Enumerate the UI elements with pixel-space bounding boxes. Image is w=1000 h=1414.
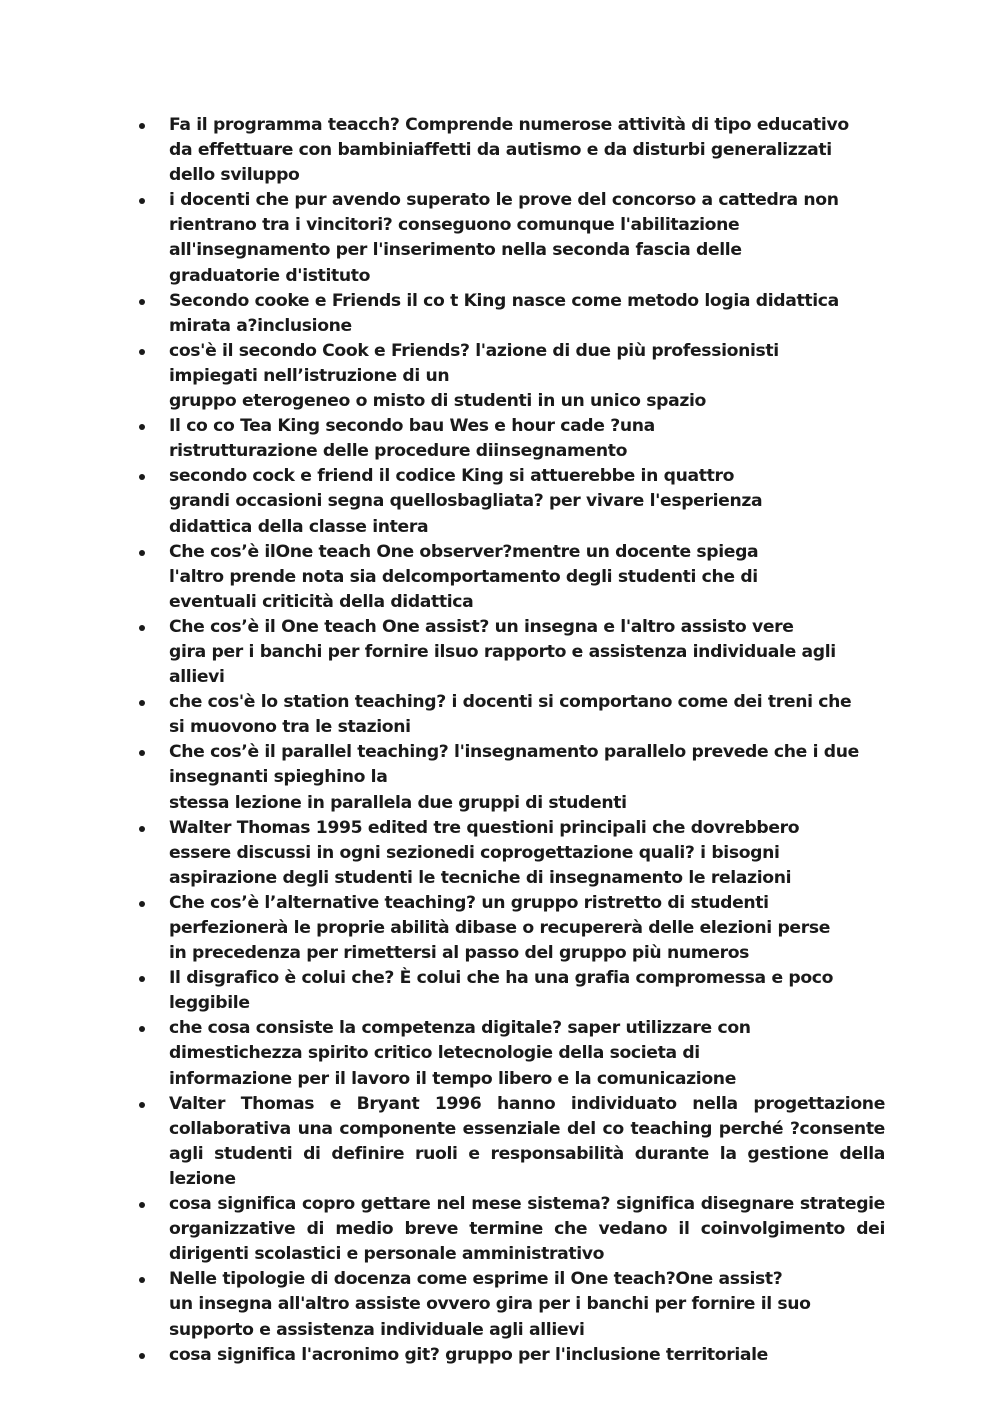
bullet-dot-icon bbox=[139, 700, 145, 706]
list-item-line: eventuali criticità della didattica bbox=[169, 591, 474, 612]
bullet-dot-icon bbox=[139, 826, 145, 832]
list-item-line: i docenti che pur avendo superato le prove del concorso a cattedra non bbox=[169, 190, 839, 211]
bullet-dot-icon bbox=[139, 198, 145, 204]
list-item bbox=[0, 891, 885, 966]
list-item-line: perfezionerà le proprie abilità dibase o recupererà delle elezioni perse bbox=[169, 918, 831, 938]
list-item-text: cosa significa copro gettare nel mese sistema? significa disegnare strategie organizzative di medio breve termine che vedano il coinvolgimento dei dirigenti scolastici e personale amministrativo bbox=[169, 1194, 885, 1265]
bullet-dot-icon bbox=[139, 1026, 145, 1032]
bullet-dot-icon bbox=[139, 901, 145, 907]
bullet-dot-icon bbox=[139, 1102, 145, 1108]
list-item-line: gruppo eterogeneo o misto di studenti in un unico spazio bbox=[169, 391, 706, 412]
list-item bbox=[0, 188, 885, 288]
list-item bbox=[0, 1092, 885, 1192]
list-item-line: aspirazione degli studenti le tecniche di insegnamento le relazioni bbox=[169, 867, 792, 888]
bullet-dot-icon bbox=[139, 299, 145, 305]
list-item bbox=[0, 540, 885, 615]
list-item-line: Walter Thomas 1995 edited tre questioni principali che dovrebbero bbox=[169, 817, 800, 838]
list-item-line: secondo cock e friend il codice King si attuerebbe in quattro bbox=[169, 466, 735, 487]
bullet-dot-icon bbox=[139, 424, 145, 430]
list-item-line: dimestichezza spirito critico letecnologie della societa di bbox=[169, 1043, 700, 1064]
bullet-dot-icon bbox=[139, 750, 145, 756]
list-item-line: da effettuare con bambiniaffetti da autismo e da disturbi generalizzati bbox=[169, 140, 832, 161]
list-item bbox=[0, 339, 885, 414]
list-item bbox=[0, 966, 885, 1016]
bullet-dot-icon bbox=[139, 474, 145, 480]
list-item bbox=[0, 1016, 885, 1091]
bullet-dot-icon bbox=[139, 1277, 145, 1283]
list-item bbox=[0, 1267, 885, 1342]
list-item-line: Secondo cooke e Friends il co t King nasce come metodo logia didattica bbox=[169, 290, 839, 311]
list-item-line: leggibile bbox=[169, 993, 250, 1014]
bullet-dot-icon bbox=[139, 349, 145, 355]
list-item-line: impiegati nell’istruzione di un bbox=[169, 365, 450, 386]
list-item-line: Che cos’è il One teach One assist? un insegna e l'altro assisto vere bbox=[169, 616, 794, 637]
list-item-line: Che cos’è il parallel teaching? l'insegnamento parallelo prevede che i due bbox=[169, 742, 859, 763]
list-item-line: un insegna all'altro assiste ovvero gira per i banchi per fornire il suo bbox=[169, 1294, 811, 1315]
list-item-line: Che cos’è ilOne teach One observer?mentre un docente spiega bbox=[169, 541, 759, 562]
list-item-line: mirata a?inclusione bbox=[169, 315, 352, 336]
bullet-dot-icon bbox=[139, 550, 145, 556]
list-item-line: Fa il programma teacch? Comprende numerose attività di tipo educativo bbox=[169, 115, 849, 135]
list-item-line: Il disgrafico è colui che? È colui che ha una grafia compromessa e poco bbox=[169, 968, 834, 989]
list-item bbox=[0, 740, 885, 815]
list-item-line: Nelle tipologie di docenza come esprime il One teach?One assist? bbox=[169, 1269, 783, 1290]
list-item bbox=[0, 414, 885, 464]
list-item bbox=[0, 615, 885, 690]
list-item-line: che cos'è lo station teaching? i docenti si comportano come dei treni che bbox=[169, 692, 852, 713]
list-item-line: grandi occasioni segna quellosbagliata? per vivare l'esperienza bbox=[169, 491, 763, 512]
list-item-line: gira per i banchi per fornire ilsuo rapporto e assistenza individuale agli bbox=[169, 641, 836, 662]
list-item-line: si muovono tra le stazioni bbox=[169, 717, 411, 738]
bullet-dot-icon bbox=[139, 625, 145, 631]
list-item bbox=[0, 289, 885, 339]
list-item-line: dello sviluppo bbox=[169, 165, 300, 186]
list-item-line: Il co co Tea King secondo bau Wes e hour cade ?una bbox=[169, 416, 655, 437]
list-item-line: Che cos’è l’alternative teaching? un gruppo ristretto di studenti bbox=[169, 892, 769, 913]
list-item-line: insegnanti spieghino la bbox=[169, 767, 388, 788]
list-item bbox=[0, 690, 885, 740]
list-item bbox=[0, 816, 885, 891]
list-item-line: supporto e assistenza individuale agli allievi bbox=[169, 1319, 585, 1340]
list-item-text: Valter Thomas e Bryant 1996 hanno individuato nella progettazione collaborativa una componente essenziale del co teaching perché ?consente agli studenti di definire ruoli e responsabilità durante la gestione della lezione bbox=[169, 1093, 885, 1189]
list-item-line: cosa significa l'acronimo git? gruppo per l'inclusione territoriale bbox=[169, 1344, 768, 1365]
list-item-line: didattica della classe intera bbox=[169, 516, 429, 537]
bullet-dot-icon bbox=[139, 1202, 145, 1208]
list-item bbox=[0, 113, 885, 188]
list-item-line: allievi bbox=[169, 667, 225, 688]
list-item-line: ristrutturazione delle procedure diinsegnamento bbox=[169, 441, 628, 462]
list-item bbox=[0, 1192, 885, 1267]
bullet-dot-icon bbox=[139, 123, 145, 129]
list-item-line: l'altro prende nota sia delcomportamento degli studenti che di bbox=[169, 566, 758, 587]
bullet-list bbox=[0, 113, 1000, 1368]
bullet-dot-icon bbox=[139, 976, 145, 982]
list-item bbox=[0, 1343, 885, 1368]
list-item-line: informazione per il lavoro il tempo libero e la comunicazione bbox=[169, 1068, 737, 1089]
list-item-line: essere discussi in ogni sezionedi coprogettazione quali? i bisogni bbox=[169, 842, 780, 863]
list-item-line: graduatorie d'istituto bbox=[169, 265, 371, 286]
list-item bbox=[0, 464, 885, 539]
bullet-dot-icon bbox=[139, 1353, 145, 1359]
list-item-line: all'insegnamento per l'inserimento nella seconda fascia delle bbox=[169, 240, 742, 261]
list-item-line: stessa lezione in parallela due gruppi di studenti bbox=[169, 792, 627, 813]
list-item-line: cos'è il secondo Cook e Friends? l'azione di due più professionisti bbox=[169, 340, 779, 361]
list-item-line: che cosa consiste la competenza digitale? saper utilizzare con bbox=[169, 1018, 751, 1039]
list-item-line: rientrano tra i vincitori? conseguono comunque l'abilitazione bbox=[169, 215, 740, 236]
list-item-line: in precedenza per rimettersi al passo del gruppo più numeros bbox=[169, 943, 750, 964]
